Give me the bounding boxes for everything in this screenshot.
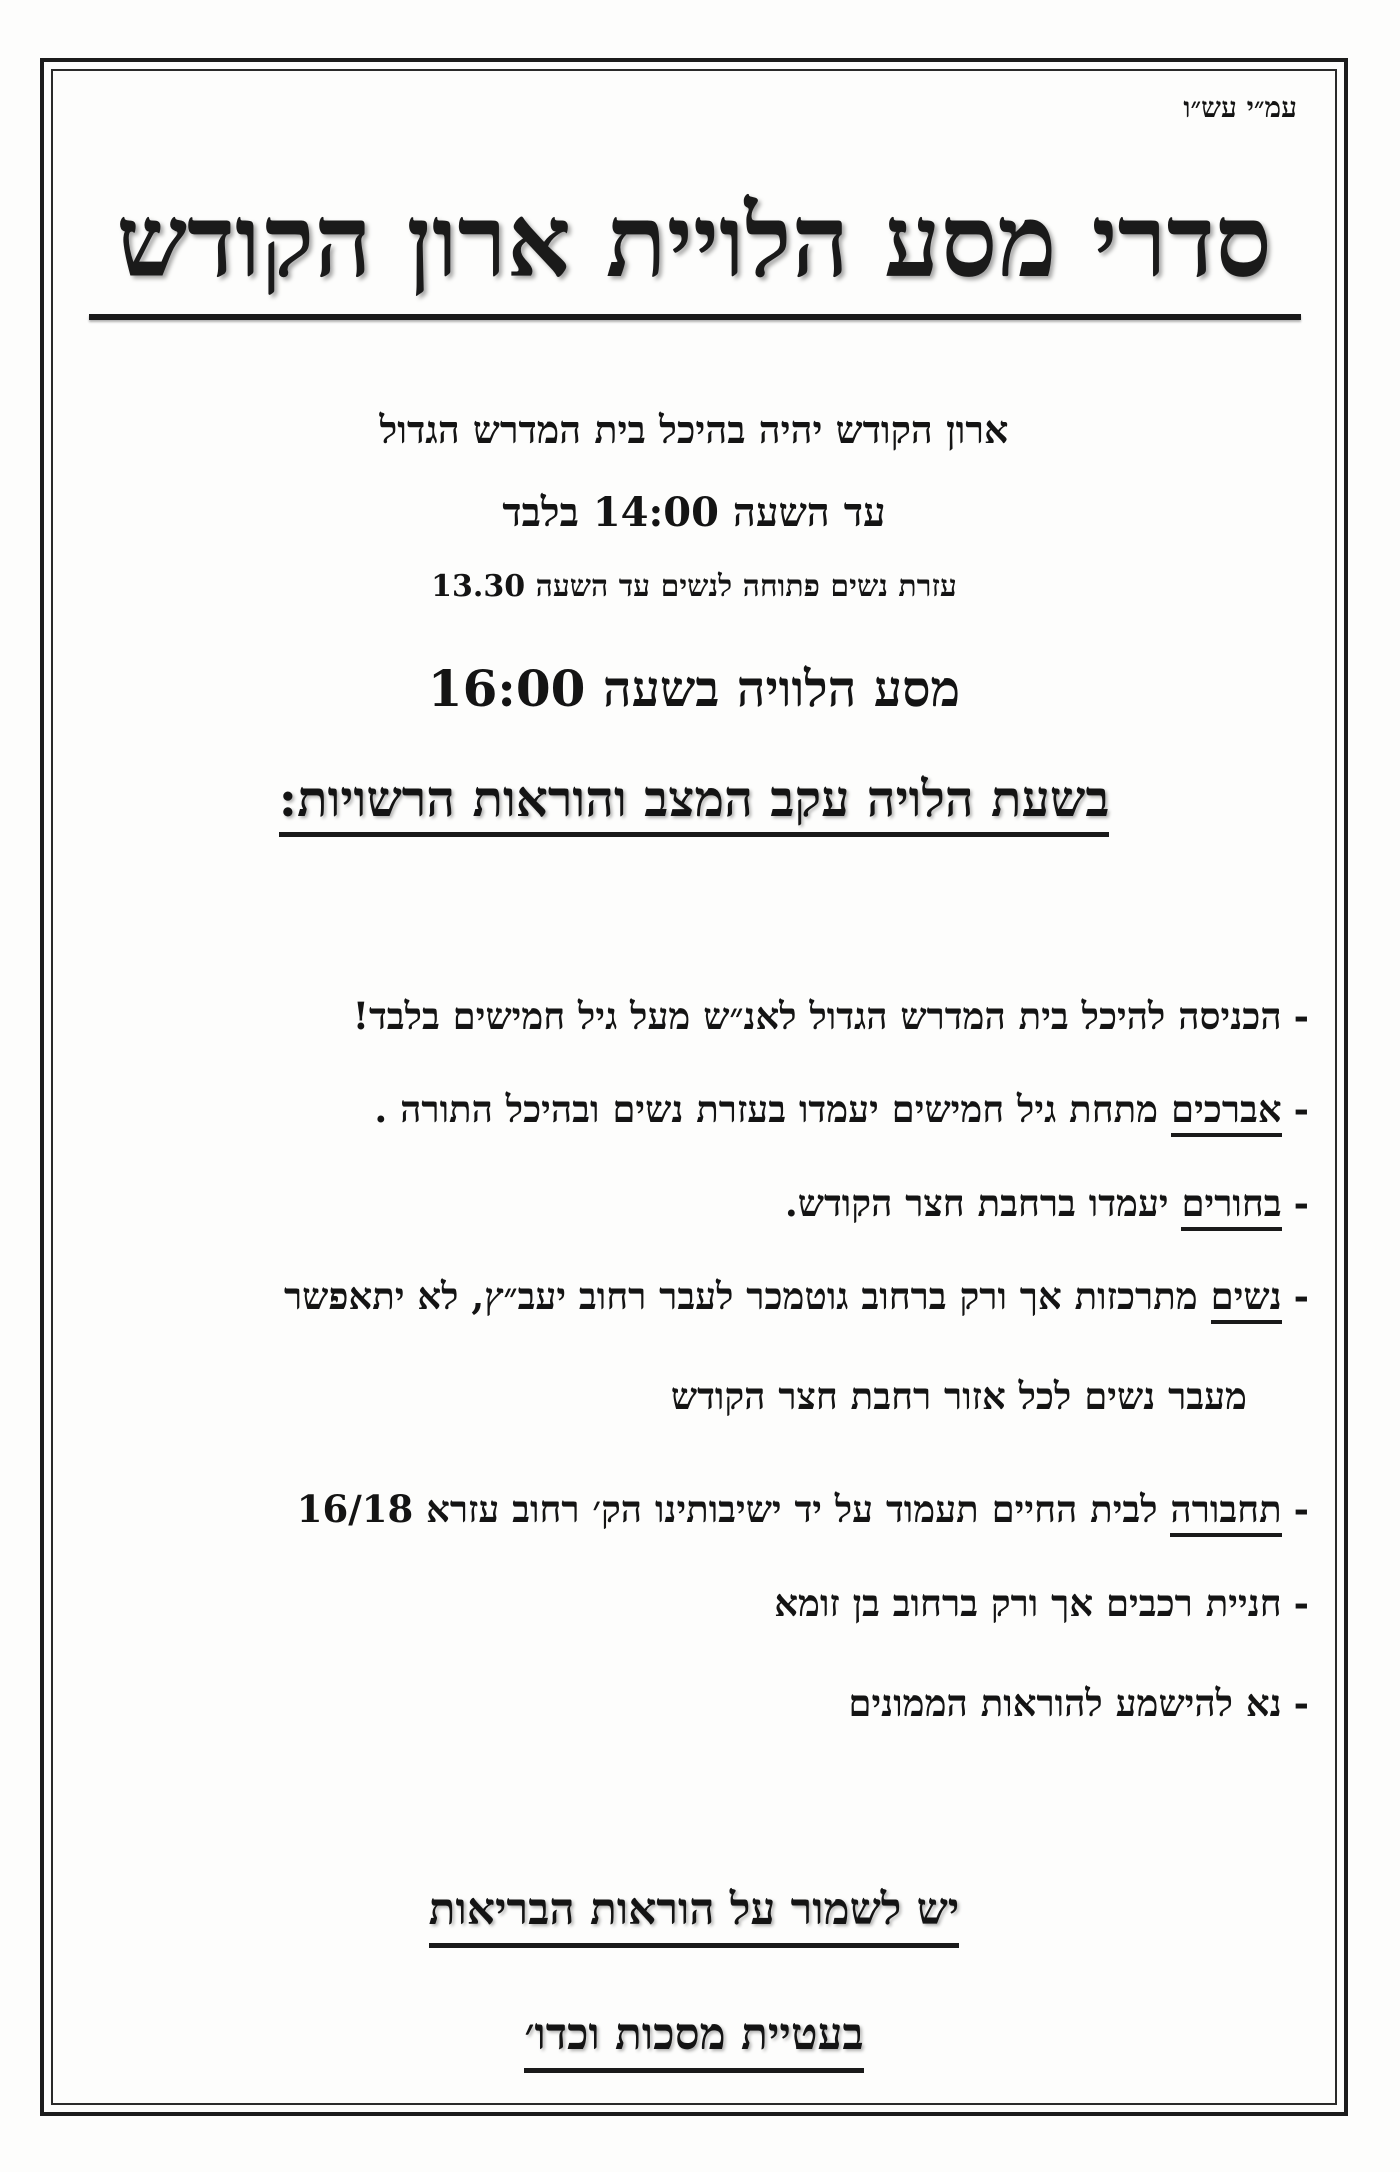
item-text: לבית החיים תעמוד על יד ישיבותינו הק׳ רחוב עזרא 16/18 — [296, 1487, 1171, 1531]
notice-title: סדרי מסע הלויית ארון הקודש — [116, 182, 1272, 300]
item-keyword: תחבורה — [1170, 1487, 1281, 1537]
item-text: הכניסה להיכל בית המדרש הגדול לאנ״ש מעל גיל חמישים בלבד! — [352, 994, 1282, 1038]
list-item — [71, 994, 1309, 1039]
closing-line-masks — [91, 2009, 1297, 2060]
list-item — [71, 1487, 1309, 1532]
item-dash: - — [1293, 1681, 1309, 1725]
list-item — [71, 1087, 1309, 1132]
item-dash: - — [1293, 1581, 1309, 1625]
item-dash: - — [1293, 1487, 1309, 1531]
info-line-location: ארון הקודש יהיה בהיכל בית המדרש הגדול — [379, 407, 1009, 452]
item-text: יעמדו ברחבת חצר הקודש. — [784, 1181, 1182, 1225]
list-item-continuation: מעבר נשים לכל אזור רחבת חצר הקודש — [670, 1374, 1247, 1418]
title-underline — [89, 314, 1301, 320]
item-keyword: אברכים — [1171, 1087, 1282, 1137]
item-keyword: נשים — [1211, 1274, 1282, 1324]
item-dash: - — [1293, 1274, 1309, 1318]
list-item — [71, 1274, 1309, 1319]
item-text: נא להישמע להוראות הממונים — [848, 1681, 1282, 1725]
notice-content — [51, 69, 1337, 2105]
list-item — [71, 1681, 1309, 1726]
info-line-until-time: עד השעה 14:00 בלבד — [502, 489, 886, 536]
item-dash: - — [1293, 1181, 1309, 1225]
list-item — [71, 1181, 1309, 1226]
item-text: מתחת גיל חמישים יעמדו בעזרת נשים ובהיכל התורה . — [374, 1087, 1171, 1131]
closing-text: בעטיית מסכות וכדו׳ — [524, 2009, 863, 2073]
item-keyword: בחורים — [1181, 1181, 1281, 1231]
blessing-abbreviation: עמ״י עש״ו — [1183, 91, 1297, 124]
closing-line-health — [91, 1884, 1297, 1935]
list-item — [71, 1581, 1309, 1626]
item-dash: - — [1293, 994, 1309, 1038]
info-line-procession-time: מסע הלוויה בשעה 16:00 — [427, 659, 961, 718]
info-line-women-section: עזרת נשים פתוחה לנשים עד השעה 13.30 — [431, 569, 957, 604]
item-text: חניית רכבים אך ורק ברחוב בן זומא — [774, 1581, 1282, 1625]
closing-text: יש לשמור על הוראות הבריאות — [429, 1884, 960, 1948]
instructions-heading — [91, 769, 1297, 828]
item-dash: - — [1293, 1087, 1309, 1131]
instructions-heading-text: בשעת הלויה עקב המצב והוראות הרשויות: — [279, 769, 1110, 837]
item-text: מתרכזות אך ורק ברחוב גוטמכר לעבר רחוב יעב״ץ, לא יתאפשר — [284, 1274, 1211, 1318]
